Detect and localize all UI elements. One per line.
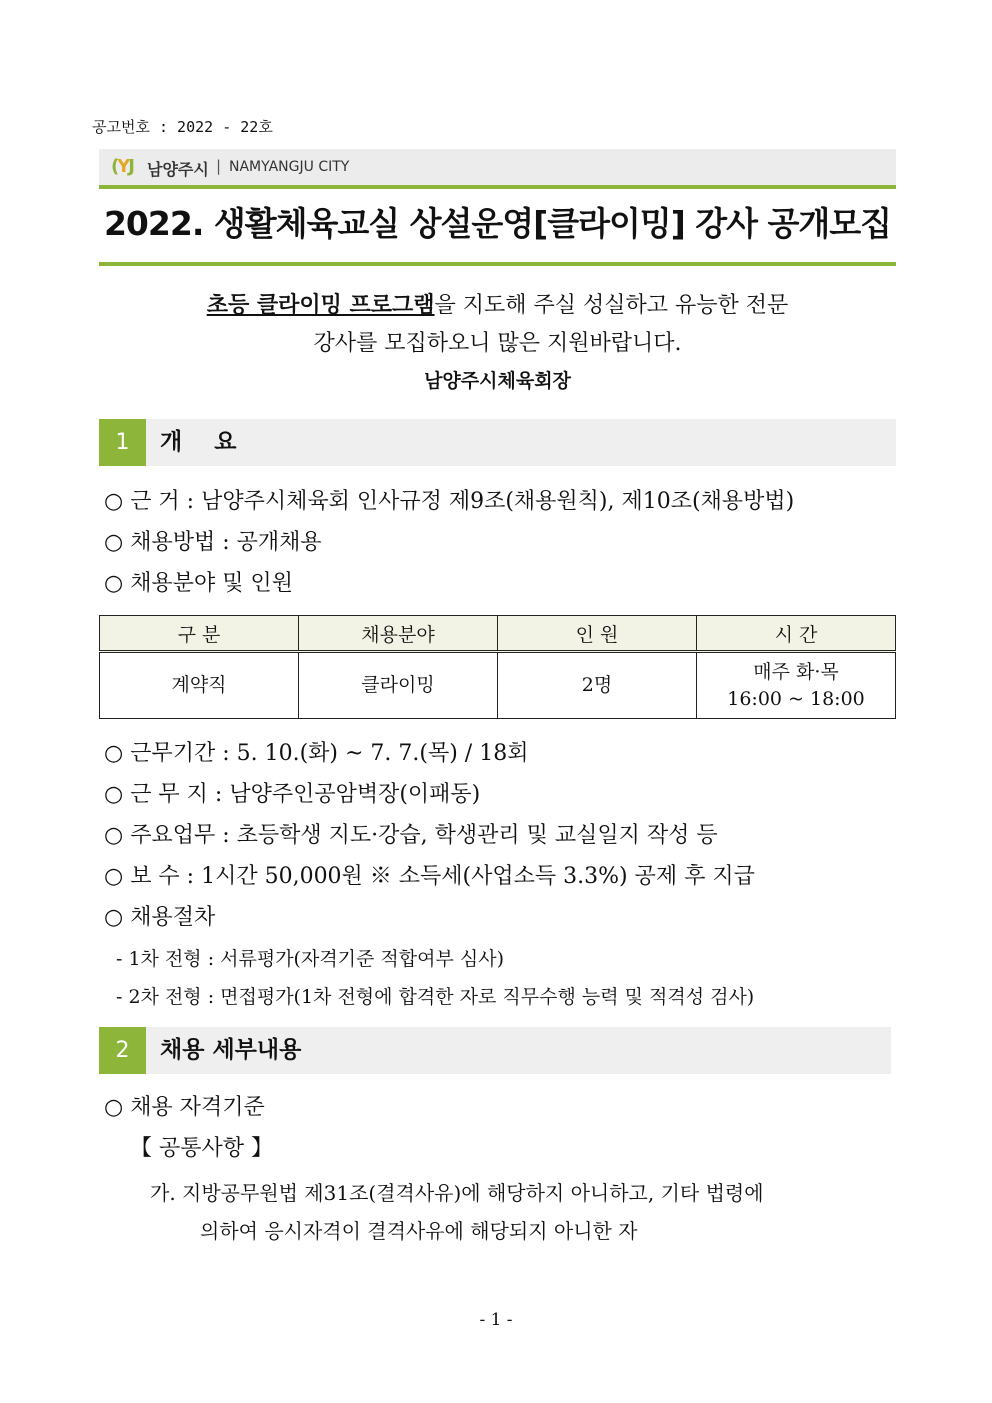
time-hours: 16:00 ~ 18:00 [727,687,865,710]
intro-highlight: 초등 클라이밍 프로그램 [206,292,435,318]
location-line: ○ 근 무 지 : 남양주인공암벽장(이패동) [104,782,481,807]
qualification-line: ○ 채용 자격기준 [104,1095,265,1120]
section-1-number: 1 [99,419,146,466]
notice-number: 공고번호 : 2022 - 22호 [92,118,273,136]
table-header: 구 분 [100,616,299,652]
brand-korean: 남양주시 [147,160,209,179]
common-subheading: 【 공통사항 】 [130,1136,273,1161]
table-cell: 2명 [498,652,697,719]
table-cell-time [697,652,896,719]
table-header: 채용분야 [299,616,498,652]
intro-line1: 을 지도해 주실 성실하고 유능한 전문 [434,293,789,318]
title-divider [99,262,896,266]
intro-line2: 강사를 모집하오니 많은 지원바랍니다. [313,331,682,356]
clause-line-2: 의하여 응시자격이 결격사유에 해당되지 아니한 자 [200,1219,638,1243]
table-row [100,652,896,719]
basis-line: ○ 근 거 : 남양주시체육회 인사규정 제9조(채용원칙), 제10조(채용방법) [104,489,795,514]
time-days: 매주 화·목 [753,660,839,683]
step-1: - 1차 전형 : 서류평가(자격기준 적합여부 심사) [116,948,504,970]
clause-line-1: 가. 지방공무원법 제31조(결격사유)에 해당하지 아니하고, 기타 법령에 [150,1181,764,1205]
table-cell: 클라이밍 [299,652,498,719]
pay-line: ○ 보 수 : 1시간 50,000원 ※ 소득세(사업소득 3.3%) 공제 후 지급 [104,864,755,889]
section-2-title: 채용 세부내용 [160,1037,302,1063]
brand-separator: | [216,157,222,175]
table-header: 인 원 [498,616,697,652]
recruitment-table [99,615,896,719]
page-title: 2022. 생활체육교실 상설운영[클라이밍] 강사 공개모집 [103,204,892,243]
table-header-row [100,616,896,652]
section-1-header [99,419,896,466]
brand-bar [99,149,896,185]
section-1-title: 개 요 [160,429,237,455]
step-2: - 2차 전형 : 면접평가(1차 전형에 합격한 자로 직무수행 능력 및 적격성 검사) [116,986,755,1008]
period-line: ○ 근무기간 : 5. 10.(화) ~ 7. 7.(목) / 18회 [104,741,529,766]
section-2-header [99,1027,891,1074]
field-line: ○ 채용분야 및 인원 [104,571,293,596]
duties-line: ○ 주요업무 : 초등학생 지도·강습, 학생관리 및 교실일지 작성 등 [104,823,718,848]
method-line: ○ 채용방법 : 공개채용 [104,530,322,555]
city-logo-icon: (YJ [111,156,133,177]
procedure-line: ○ 채용절차 [104,905,216,930]
intro-text [99,286,896,363]
brand-english: NAMYANGJU CITY [229,159,350,175]
organization-name: 남양주시체육회장 [424,370,571,392]
table-cell: 계약직 [100,652,299,719]
page-number: - 1 - [479,1310,513,1330]
section-2-number: 2 [99,1027,146,1074]
brand-underline [99,185,896,189]
table-header: 시 간 [697,616,896,652]
